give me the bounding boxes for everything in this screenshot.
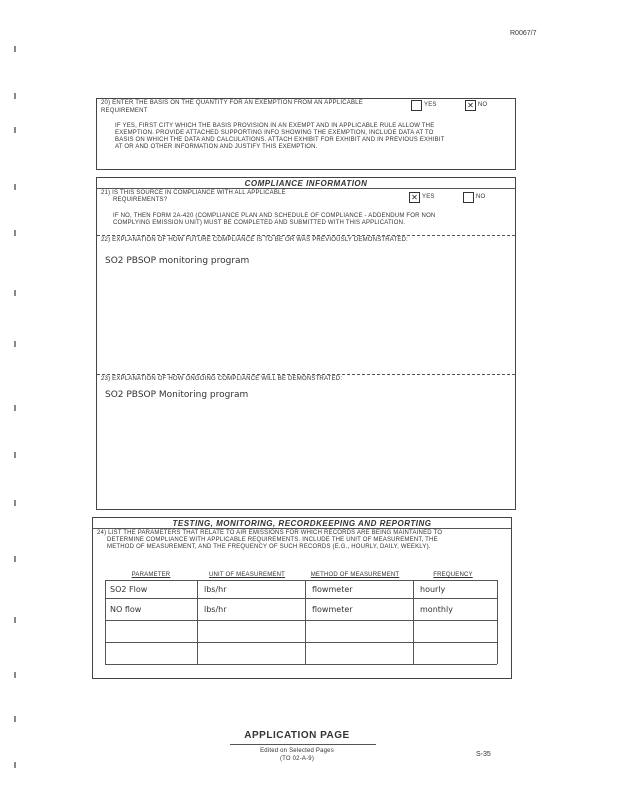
table-border: [105, 598, 497, 599]
margin-mark: [14, 556, 16, 562]
exemption-question: 20) ENTER THE BASIS ON THE QUANTITY FOR AN EXEMPTION FROM AN APPLICABLE REQUIREMENT: [101, 100, 363, 114]
exemption-instructions: AT OR AND OTHER INFORMATION AND JUSTIFY THIS EXEMPTION.: [115, 144, 318, 150]
table-border: [105, 580, 106, 664]
table-border: [105, 642, 497, 643]
divider: [97, 235, 515, 236]
compliance-header: COMPLIANCE INFORMATION: [244, 179, 368, 188]
exemption-section: [96, 98, 516, 170]
table-border: [105, 620, 497, 621]
records-table: [105, 580, 497, 664]
table-border: [105, 664, 497, 665]
table-cell[interactable]: monthly: [420, 605, 453, 614]
margin-mark: [14, 127, 16, 133]
testing-section: [92, 517, 512, 679]
future-compliance-text[interactable]: SO2 PBSOP monitoring program: [105, 256, 250, 266]
footer-title: APPLICATION PAGE: [244, 730, 350, 741]
margin-mark: [14, 290, 16, 296]
margin-mark: [14, 230, 16, 236]
compliance-section: [96, 177, 516, 510]
margin-mark: [14, 762, 16, 768]
divider: [93, 528, 511, 529]
divider: [97, 188, 515, 189]
column-header-frequency: FREQUENCY: [433, 572, 473, 578]
compliance-yes-checkbox[interactable]: ✕: [409, 192, 420, 203]
compliance-instructions: IF NO, THEN FORM 2A-420 (COMPLIANCE PLAN AND SCHEDULE OF COMPLIANCE - ADDENDUM FOR NON: [113, 213, 436, 219]
table-cell[interactable]: hourly: [420, 585, 446, 594]
exemption-yes-label: YES: [424, 102, 437, 108]
margin-mark: [14, 672, 16, 678]
table-border: [413, 580, 414, 664]
exemption-instructions: EXEMPTION. PROVIDE ATTACHED SUPPORTING INFO SHOWING THE EXEMPTION, INCLUDE DATA AT TO: [115, 130, 434, 136]
margin-mark: [14, 341, 16, 347]
testing-header: TESTING, MONITORING, RECORDKEEPING AND REPORTING: [172, 519, 432, 528]
ongoing-compliance-label: 23) EXPLANATION OF HOW ONGOING COMPLIANCE WILL BE DEMONSTRATED:: [101, 376, 343, 382]
testing-instructions: 24) LIST THE PARAMETERS THAT RELATE TO AIR EMISSIONS FOR WHICH RECORDS ARE BEING MAINTAINED TO: [97, 530, 443, 536]
margin-mark: [14, 452, 16, 458]
table-border: [497, 580, 498, 664]
margin-mark: [14, 405, 16, 411]
table-border: [105, 580, 497, 581]
table-cell[interactable]: flowmeter: [312, 585, 353, 594]
testing-instructions: DETERMINE COMPLIANCE WITH APPLICABLE REQUIREMENTS. INCLUDE THE UNIT OF MEASUREMENT, THE: [107, 537, 438, 543]
page-id: R0067/7: [510, 30, 537, 37]
column-header-parameter: PARAMETER: [131, 572, 171, 578]
column-header-method: METHOD OF MEASUREMENT: [310, 572, 400, 578]
margin-mark: [14, 184, 16, 190]
margin-mark: [14, 46, 16, 52]
column-header-unit: UNIT OF MEASUREMENT: [208, 572, 286, 578]
footer-line: (TO 02-A-9): [279, 756, 315, 762]
exemption-no-checkbox[interactable]: ✕: [465, 100, 476, 111]
table-border: [197, 580, 198, 664]
divider: [97, 374, 515, 375]
compliance-no-checkbox[interactable]: [463, 192, 474, 203]
table-cell[interactable]: SO2 Flow: [110, 585, 148, 594]
exemption-instructions: BASIS ON WHICH THE DATA AND CALCULATIONS. ATTACH EXHIBIT FOR EXHIBIT AND IN PREVIOUS EXHIBIT: [115, 137, 445, 143]
table-cell[interactable]: flowmeter: [312, 605, 353, 614]
page-number: S-35: [476, 751, 491, 758]
future-compliance-label: 22) EXPLANATION OF HOW FUTURE COMPLIANCE IS TO BE OR WAS PREVIOUSLY DEMONSTRATED:: [101, 237, 409, 243]
table-cell[interactable]: lbs/hr: [204, 605, 227, 614]
exemption-yes-checkbox[interactable]: [411, 100, 422, 111]
compliance-yes-label: YES: [422, 194, 435, 200]
footer-line: Edited on Selected Pages: [260, 748, 334, 754]
testing-instructions: METHOD OF MEASUREMENT, AND THE FREQUENCY OF SUCH RECORDS (E.G., HOURLY, DAILY, WEEKLY).: [107, 544, 431, 550]
table-cell[interactable]: NO flow: [110, 605, 142, 614]
exemption-no-label: NO: [478, 102, 488, 108]
margin-mark: [14, 500, 16, 506]
margin-mark: [14, 617, 16, 623]
table-border: [305, 580, 306, 664]
compliance-question: REQUIREMENTS?: [113, 197, 168, 203]
exemption-instructions: IF YES, FIRST CITY WHICH THE BASIS PROVISION IN AN EXEMPT AND IN APPLICABLE RULE ALLOW THE: [115, 123, 435, 129]
margin-mark: [14, 716, 16, 722]
table-cell[interactable]: lbs/hr: [204, 585, 227, 594]
compliance-question: 21) IS THIS SOURCE IN COMPLIANCE WITH ALL APPLICABLE: [101, 190, 286, 196]
margin-mark: [14, 93, 16, 99]
ongoing-compliance-text[interactable]: SO2 PBSOP Monitoring program: [105, 390, 249, 400]
compliance-no-label: NO: [476, 194, 486, 200]
compliance-instructions: COMPLYING EMISSION UNIT) MUST BE COMPLETED AND SUBMITTED WITH THIS APPLICATION.: [113, 220, 406, 226]
footer-rule: [230, 744, 376, 745]
